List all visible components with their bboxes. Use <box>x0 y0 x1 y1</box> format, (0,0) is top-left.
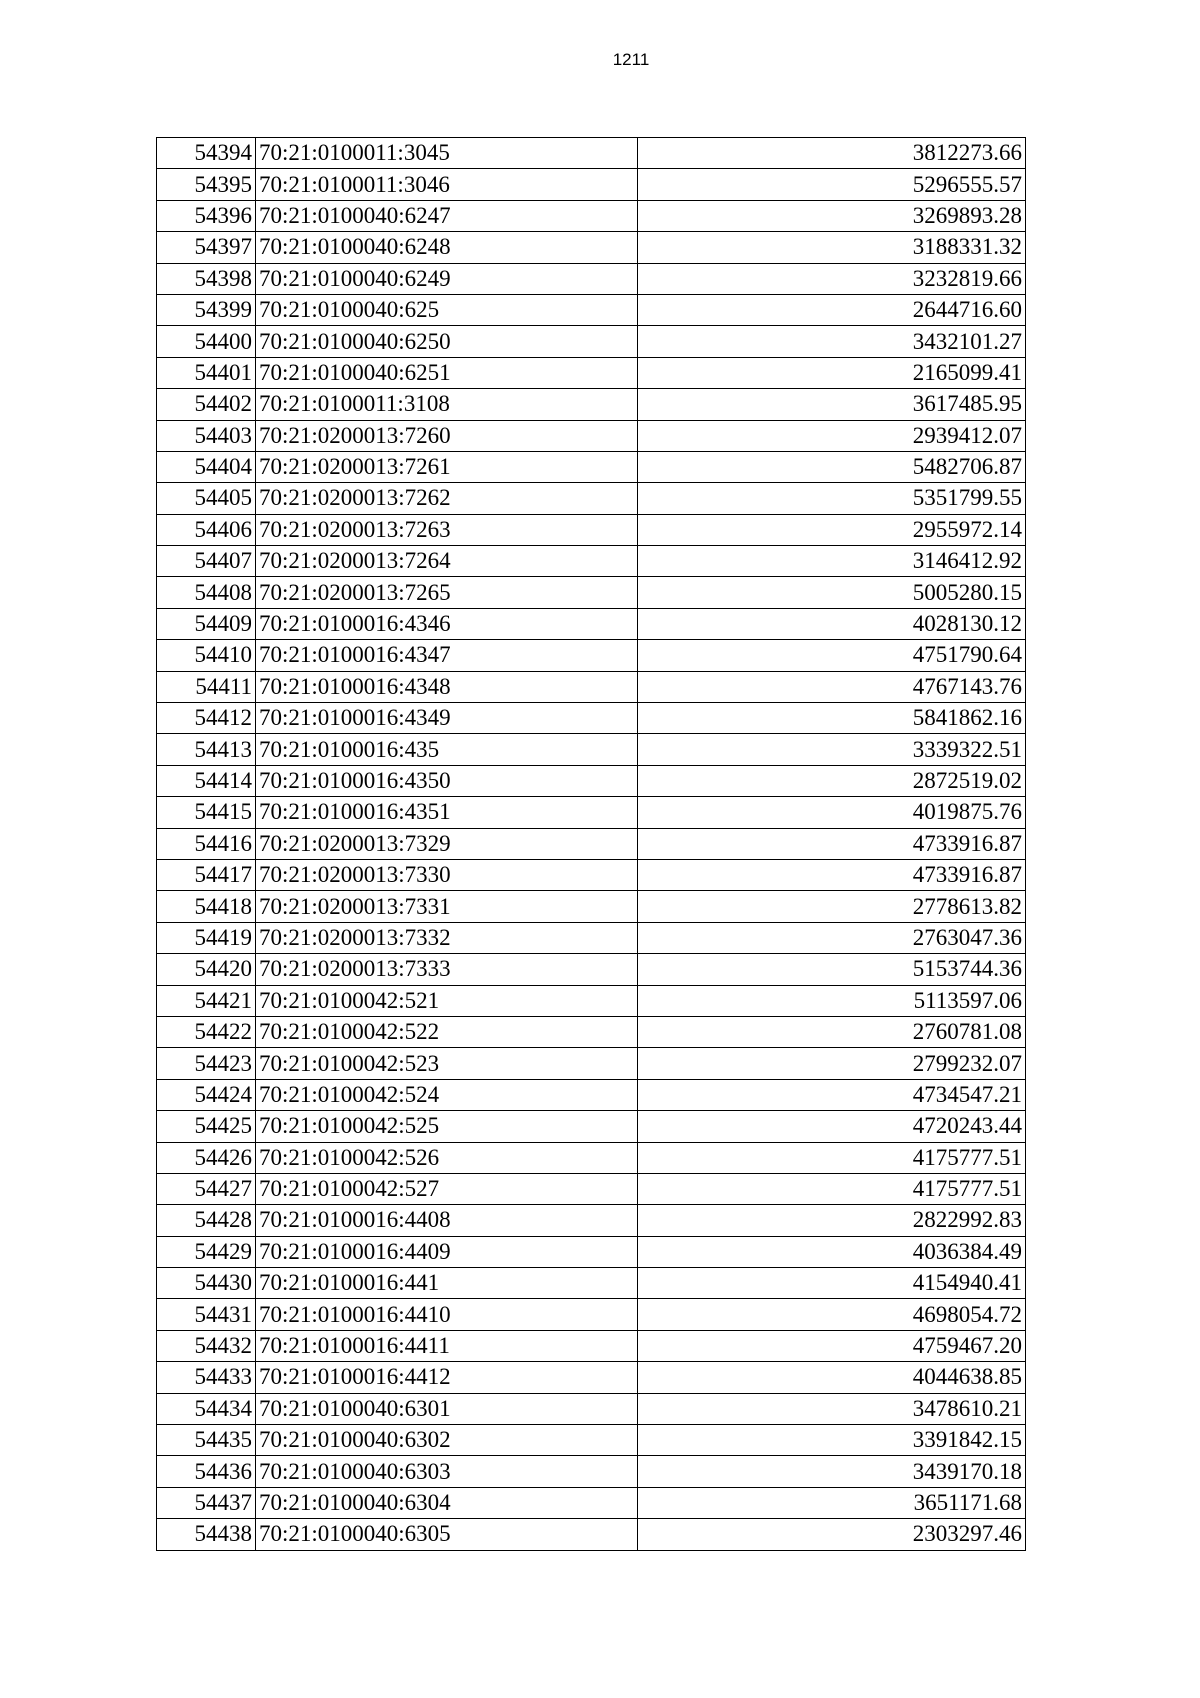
cadastral-number-cell: 70:21:0100040:6251 <box>256 357 638 388</box>
row-number-cell: 54404 <box>157 451 256 482</box>
table-row <box>157 200 1026 231</box>
table-row <box>157 608 1026 639</box>
row-number-cell: 54431 <box>157 1299 256 1330</box>
table-row <box>157 1330 1026 1361</box>
cadastral-number-cell: 70:21:0200013:7264 <box>256 546 638 577</box>
row-number-cell: 54412 <box>157 703 256 734</box>
value-cell: 2799232.07 <box>638 1048 1026 1079</box>
value-cell: 3439170.18 <box>638 1456 1026 1487</box>
row-number-cell: 54415 <box>157 797 256 828</box>
row-number-cell: 54423 <box>157 1048 256 1079</box>
table-row <box>157 1016 1026 1047</box>
row-number-cell: 54401 <box>157 357 256 388</box>
row-number-cell: 54425 <box>157 1111 256 1142</box>
value-cell: 4028130.12 <box>638 608 1026 639</box>
cadastral-number-cell: 70:21:0100016:4348 <box>256 671 638 702</box>
row-number-cell: 54432 <box>157 1330 256 1361</box>
row-number-cell: 54430 <box>157 1268 256 1299</box>
row-number-cell: 54400 <box>157 326 256 357</box>
table-row <box>157 263 1026 294</box>
value-cell: 5113597.06 <box>638 985 1026 1016</box>
value-cell: 2165099.41 <box>638 357 1026 388</box>
value-cell: 5153744.36 <box>638 954 1026 985</box>
row-number-cell: 54396 <box>157 200 256 231</box>
row-number-cell: 54411 <box>157 671 256 702</box>
cadastral-number-cell: 70:21:0100040:6304 <box>256 1487 638 1518</box>
table-row <box>157 922 1026 953</box>
cadastral-number-cell: 70:21:0200013:7262 <box>256 483 638 514</box>
value-cell: 5841862.16 <box>638 703 1026 734</box>
cadastral-number-cell: 70:21:0200013:7332 <box>256 922 638 953</box>
table-row <box>157 451 1026 482</box>
page-number: 1211 <box>612 50 650 69</box>
row-number-cell: 54394 <box>157 138 256 169</box>
value-cell: 3651171.68 <box>638 1487 1026 1518</box>
row-number-cell: 54403 <box>157 420 256 451</box>
value-cell: 3812273.66 <box>638 138 1026 169</box>
value-cell: 5296555.57 <box>638 169 1026 200</box>
row-number-cell: 54426 <box>157 1142 256 1173</box>
cadastral-number-cell: 70:21:0100040:6301 <box>256 1393 638 1424</box>
value-cell: 4751790.64 <box>638 640 1026 671</box>
value-cell: 5005280.15 <box>638 577 1026 608</box>
value-cell: 4734547.21 <box>638 1079 1026 1110</box>
value-cell: 3617485.95 <box>638 389 1026 420</box>
row-number-cell: 54427 <box>157 1173 256 1204</box>
table-row <box>157 420 1026 451</box>
row-number-cell: 54398 <box>157 263 256 294</box>
row-number-cell: 54413 <box>157 734 256 765</box>
cadastral-number-cell: 70:21:0200013:7330 <box>256 859 638 890</box>
row-number-cell: 54410 <box>157 640 256 671</box>
row-number-cell: 54395 <box>157 169 256 200</box>
value-cell: 4698054.72 <box>638 1299 1026 1330</box>
cadastral-number-cell: 70:21:0100040:6302 <box>256 1425 638 1456</box>
cadastral-number-cell: 70:21:0200013:7265 <box>256 577 638 608</box>
value-cell: 3188331.32 <box>638 232 1026 263</box>
value-cell: 4019875.76 <box>638 797 1026 828</box>
value-cell: 4733916.87 <box>638 859 1026 890</box>
value-cell: 4767143.76 <box>638 671 1026 702</box>
row-number-cell: 54435 <box>157 1425 256 1456</box>
table-row <box>157 1299 1026 1330</box>
cadastral-number-cell: 70:21:0100016:441 <box>256 1268 638 1299</box>
cadastral-number-cell: 70:21:0100016:4408 <box>256 1205 638 1236</box>
value-cell: 4175777.51 <box>638 1173 1026 1204</box>
table-row <box>157 1425 1026 1456</box>
cadastral-number-cell: 70:21:0200013:7329 <box>256 828 638 859</box>
row-number-cell: 54409 <box>157 608 256 639</box>
row-number-cell: 54402 <box>157 389 256 420</box>
table-row <box>157 1393 1026 1424</box>
value-cell: 2763047.36 <box>638 922 1026 953</box>
table-row <box>157 985 1026 1016</box>
table-row <box>157 294 1026 325</box>
row-number-cell: 54416 <box>157 828 256 859</box>
cadastral-number-cell: 70:21:0100016:4412 <box>256 1362 638 1393</box>
cadastral-number-cell: 70:21:0100040:6303 <box>256 1456 638 1487</box>
row-number-cell: 54429 <box>157 1236 256 1267</box>
row-number-cell: 54418 <box>157 891 256 922</box>
table-row <box>157 546 1026 577</box>
cadastral-number-cell: 70:21:0100042:525 <box>256 1111 638 1142</box>
table-row <box>157 326 1026 357</box>
table-row <box>157 828 1026 859</box>
row-number-cell: 54414 <box>157 765 256 796</box>
cadastral-number-cell: 70:21:0100040:625 <box>256 294 638 325</box>
row-number-cell: 54405 <box>157 483 256 514</box>
row-number-cell: 54397 <box>157 232 256 263</box>
table-row <box>157 1111 1026 1142</box>
table-row <box>157 797 1026 828</box>
cadastral-number-cell: 70:21:0100011:3108 <box>256 389 638 420</box>
row-number-cell: 54421 <box>157 985 256 1016</box>
value-cell: 3391842.15 <box>638 1425 1026 1456</box>
value-cell: 2303297.46 <box>638 1519 1026 1550</box>
table-row <box>157 640 1026 671</box>
value-cell: 3232819.66 <box>638 263 1026 294</box>
cadastral-number-cell: 70:21:0100040:6249 <box>256 263 638 294</box>
cadastral-number-cell: 70:21:0200013:7260 <box>256 420 638 451</box>
value-cell: 2939412.07 <box>638 420 1026 451</box>
cadastral-number-cell: 70:21:0100040:6248 <box>256 232 638 263</box>
cadastral-number-cell: 70:21:0100016:4350 <box>256 765 638 796</box>
value-cell: 2872519.02 <box>638 765 1026 796</box>
table-row <box>157 1456 1026 1487</box>
row-number-cell: 54420 <box>157 954 256 985</box>
table-row <box>157 1519 1026 1550</box>
table-row <box>157 1268 1026 1299</box>
row-number-cell: 54424 <box>157 1079 256 1110</box>
value-cell: 2778613.82 <box>638 891 1026 922</box>
row-number-cell: 54408 <box>157 577 256 608</box>
value-cell: 3432101.27 <box>638 326 1026 357</box>
cadastral-number-cell: 70:21:0200013:7263 <box>256 514 638 545</box>
table-row <box>157 1142 1026 1173</box>
table-row <box>157 954 1026 985</box>
row-number-cell: 54433 <box>157 1362 256 1393</box>
value-cell: 4733916.87 <box>638 828 1026 859</box>
table-body <box>157 138 1026 1551</box>
table-row <box>157 514 1026 545</box>
value-cell: 4154940.41 <box>638 1268 1026 1299</box>
value-cell: 2760781.08 <box>638 1016 1026 1047</box>
table-row <box>157 891 1026 922</box>
row-number-cell: 54434 <box>157 1393 256 1424</box>
cadastral-number-cell: 70:21:0100016:435 <box>256 734 638 765</box>
row-number-cell: 54422 <box>157 1016 256 1047</box>
row-number-cell: 54407 <box>157 546 256 577</box>
cadastral-number-cell: 70:21:0100016:4349 <box>256 703 638 734</box>
cadastral-number-cell: 70:21:0100042:523 <box>256 1048 638 1079</box>
cadastral-number-cell: 70:21:0100016:4410 <box>256 1299 638 1330</box>
value-cell: 4044638.85 <box>638 1362 1026 1393</box>
table-row <box>157 734 1026 765</box>
table-row <box>157 1236 1026 1267</box>
value-cell: 4175777.51 <box>638 1142 1026 1173</box>
row-number-cell: 54419 <box>157 922 256 953</box>
value-cell: 4036384.49 <box>638 1236 1026 1267</box>
table-row <box>157 577 1026 608</box>
value-cell: 3146412.92 <box>638 546 1026 577</box>
table-row <box>157 169 1026 200</box>
cadastral-number-cell: 70:21:0100042:522 <box>256 1016 638 1047</box>
cadastral-number-cell: 70:21:0100040:6250 <box>256 326 638 357</box>
row-number-cell: 54428 <box>157 1205 256 1236</box>
row-number-cell: 54406 <box>157 514 256 545</box>
value-cell: 3478610.21 <box>638 1393 1026 1424</box>
table-row <box>157 1487 1026 1518</box>
table-row <box>157 483 1026 514</box>
cadastral-number-cell: 70:21:0100042:526 <box>256 1142 638 1173</box>
value-cell: 5482706.87 <box>638 451 1026 482</box>
table-row <box>157 389 1026 420</box>
table-row <box>157 859 1026 890</box>
data-table <box>156 137 1026 1551</box>
table-row <box>157 671 1026 702</box>
table-row <box>157 232 1026 263</box>
table-row <box>157 357 1026 388</box>
cadastral-number-cell: 70:21:0200013:7261 <box>256 451 638 482</box>
table-row <box>157 1362 1026 1393</box>
table-row <box>157 1205 1026 1236</box>
cadastral-number-cell: 70:21:0100040:6305 <box>256 1519 638 1550</box>
cadastral-number-cell: 70:21:0100042:521 <box>256 985 638 1016</box>
value-cell: 2955972.14 <box>638 514 1026 545</box>
cadastral-number-cell: 70:21:0100016:4347 <box>256 640 638 671</box>
value-cell: 4720243.44 <box>638 1111 1026 1142</box>
table-row <box>157 765 1026 796</box>
value-cell: 3339322.51 <box>638 734 1026 765</box>
row-number-cell: 54436 <box>157 1456 256 1487</box>
cadastral-number-cell: 70:21:0100016:4351 <box>256 797 638 828</box>
cadastral-number-cell: 70:21:0200013:7331 <box>256 891 638 922</box>
cadastral-number-cell: 70:21:0100016:4411 <box>256 1330 638 1361</box>
table-row <box>157 703 1026 734</box>
table-row <box>157 138 1026 169</box>
value-cell: 2644716.60 <box>638 294 1026 325</box>
value-cell: 4759467.20 <box>638 1330 1026 1361</box>
table-row <box>157 1079 1026 1110</box>
cadastral-number-cell: 70:21:0100011:3045 <box>256 138 638 169</box>
cadastral-number-cell: 70:21:0100042:527 <box>256 1173 638 1204</box>
cadastral-number-cell: 70:21:0100011:3046 <box>256 169 638 200</box>
value-cell: 2822992.83 <box>638 1205 1026 1236</box>
row-number-cell: 54417 <box>157 859 256 890</box>
value-cell: 3269893.28 <box>638 200 1026 231</box>
table-row <box>157 1173 1026 1204</box>
cadastral-number-cell: 70:21:0200013:7333 <box>256 954 638 985</box>
cadastral-number-cell: 70:21:0100016:4409 <box>256 1236 638 1267</box>
table-row <box>157 1048 1026 1079</box>
value-cell: 5351799.55 <box>638 483 1026 514</box>
row-number-cell: 54438 <box>157 1519 256 1550</box>
cadastral-number-cell: 70:21:0100042:524 <box>256 1079 638 1110</box>
row-number-cell: 54399 <box>157 294 256 325</box>
row-number-cell: 54437 <box>157 1487 256 1518</box>
cadastral-number-cell: 70:21:0100040:6247 <box>256 200 638 231</box>
cadastral-number-cell: 70:21:0100016:4346 <box>256 608 638 639</box>
